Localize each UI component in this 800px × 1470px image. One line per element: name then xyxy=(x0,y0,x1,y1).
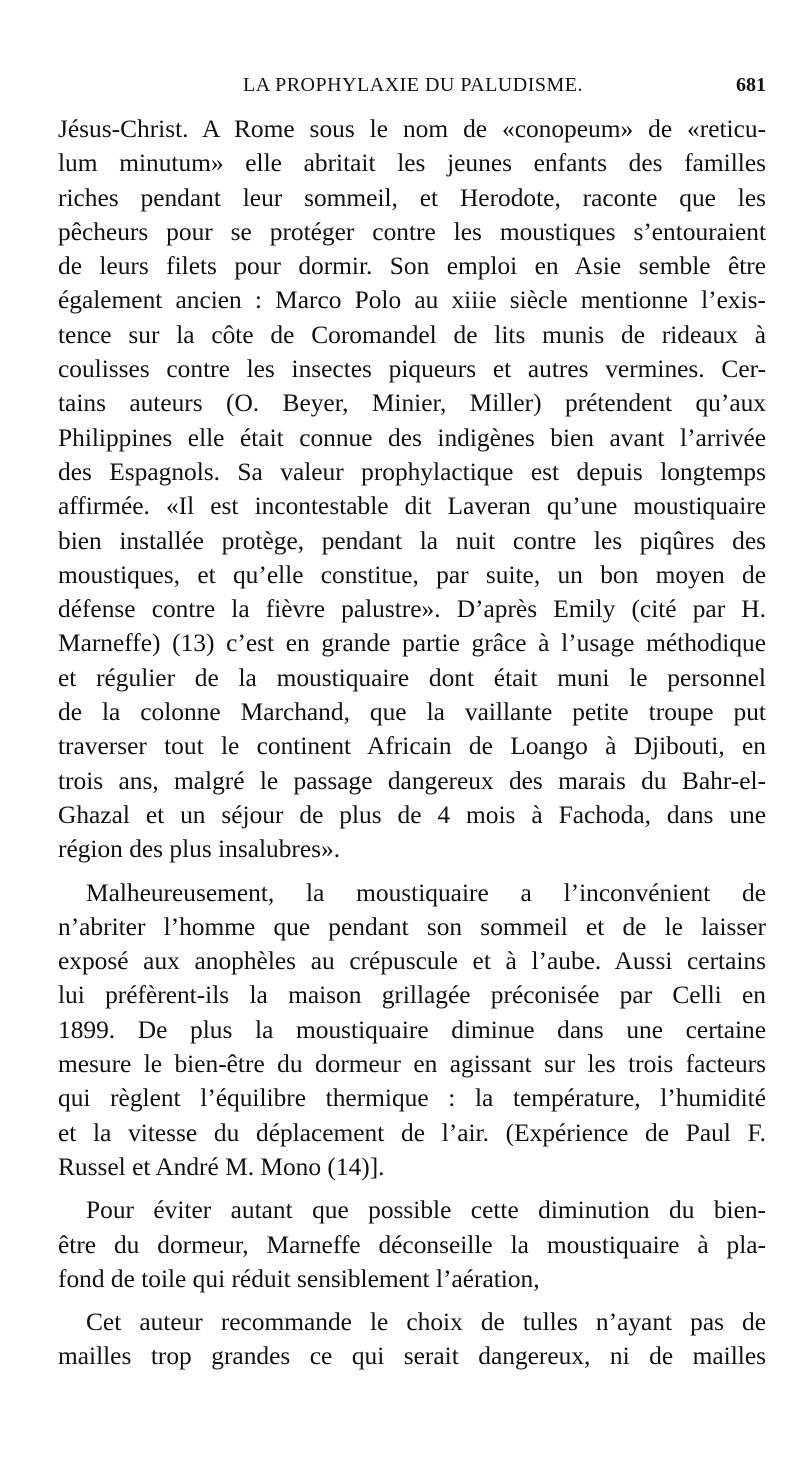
text-line: Cet auteur recommande le choix de tulles n’ayant pas de xyxy=(86,1308,766,1337)
text-line: défense contre la fièvre palustre». D’après Emily (cité par H. xyxy=(58,595,766,624)
text-line: fond de toile qui réduit sensiblement l’aération, xyxy=(58,1264,540,1293)
text-line: qui règlent l’équilibre thermique : la température, l’humidité xyxy=(58,1084,766,1113)
text-line: lum minutum» elle abritait les jeunes enfants des familles xyxy=(58,149,766,178)
text-line: bien installée protège, pendant la nuit contre les piqûres des xyxy=(58,526,766,555)
text-line: région des plus insalubres». xyxy=(58,835,341,864)
text-line: coulisses contre les insectes piqueurs et autres vermines. Cer- xyxy=(58,355,766,384)
text-line: Ghazal et un séjour de plus de 4 mois à Fachoda, dans une xyxy=(58,800,766,829)
text-line: 1899. De plus la moustiquaire diminue dans une certaine xyxy=(58,1015,766,1044)
text-line: Philippines elle était connue des indigènes bien avant l’arrivée xyxy=(58,423,766,452)
text-line: riches pendant leur sommeil, et Herodote, raconte que les xyxy=(58,183,766,212)
paragraph xyxy=(58,876,766,1185)
text-line: trois ans, malgré le passage dangereux des marais du Bahr-el- xyxy=(58,766,766,795)
text-line: n’abriter l’homme que pendant son sommeil et de le laisser xyxy=(58,912,766,941)
text-line: Russel et André M. Mono (14)]. xyxy=(58,1152,385,1181)
paragraph xyxy=(58,1193,766,1296)
running-title: LA PROPHYLAXIE DU PALUDISME. xyxy=(243,74,583,96)
paragraph-gap xyxy=(58,867,766,876)
text-line: et régulier de la moustiquaire dont était muni le personnel xyxy=(58,663,766,692)
text-line: mailles trop grandes ce qui serait dangereux, ni de mailles xyxy=(58,1342,766,1371)
text-line: Jésus-Christ. A Rome sous le nom de «conopeum» de «reticu- xyxy=(58,115,766,143)
text-line: exposé aux anophèles au crépuscule et à l’aube. Aussi certains xyxy=(58,947,766,976)
page-number: 681 xyxy=(736,74,766,96)
text-line: Pour éviter autant que possible cette diminution du bien- xyxy=(86,1196,766,1225)
text-line: Marneffe) (13) c’est en grande partie grâce à l’usage méthodique xyxy=(58,629,766,658)
paragraph xyxy=(58,112,766,867)
running-header xyxy=(60,70,766,100)
text-line: également ancien : Marco Polo au xiiie siècle mentionne l’exis- xyxy=(58,286,766,315)
text-line: moustiques, et qu’elle constitue, par suite, un bon moyen de xyxy=(58,560,766,589)
text-line: lui préfèrent-ils la maison grillagée préconisée par Celli en xyxy=(58,981,766,1010)
text-line: tence sur la côte de Coromandel de lits munis de rideaux à xyxy=(58,320,766,349)
text-line: mesure le bien-être du dormeur en agissant sur les trois facteurs xyxy=(58,1050,766,1079)
body-text xyxy=(58,112,766,1374)
text-line: traverser tout le continent Africain de Loango à Djibouti, en xyxy=(58,732,766,761)
text-line: de la colonne Marchand, que la vaillante petite troupe put xyxy=(58,698,766,727)
text-line: et la vitesse du déplacement de l’air. (Expérience de Paul F. xyxy=(58,1118,766,1147)
text-line: de leurs filets pour dormir. Son emploi en Asie semble être xyxy=(58,252,766,281)
text-line: tains auteurs (O. Beyer, Minier, Miller) prétendent qu’aux xyxy=(58,389,766,418)
text-line: Malheureusement, la moustiquaire a l’inconvénient de xyxy=(86,878,766,907)
paragraph-gap xyxy=(58,1184,766,1193)
text-line: affirmée. «Il est incontestable dit Laveran qu’une moustiquaire xyxy=(58,492,766,521)
text-line: des Espagnols. Sa valeur prophylactique est depuis longtemps xyxy=(58,457,766,486)
paragraph-gap xyxy=(58,1296,766,1305)
text-line: être du dormeur, Marneffe déconseille la moustiquaire à pla- xyxy=(58,1230,766,1259)
paragraph xyxy=(58,1305,766,1374)
text-line: pêcheurs pour se protéger contre les moustiques s’entouraient xyxy=(58,217,766,246)
